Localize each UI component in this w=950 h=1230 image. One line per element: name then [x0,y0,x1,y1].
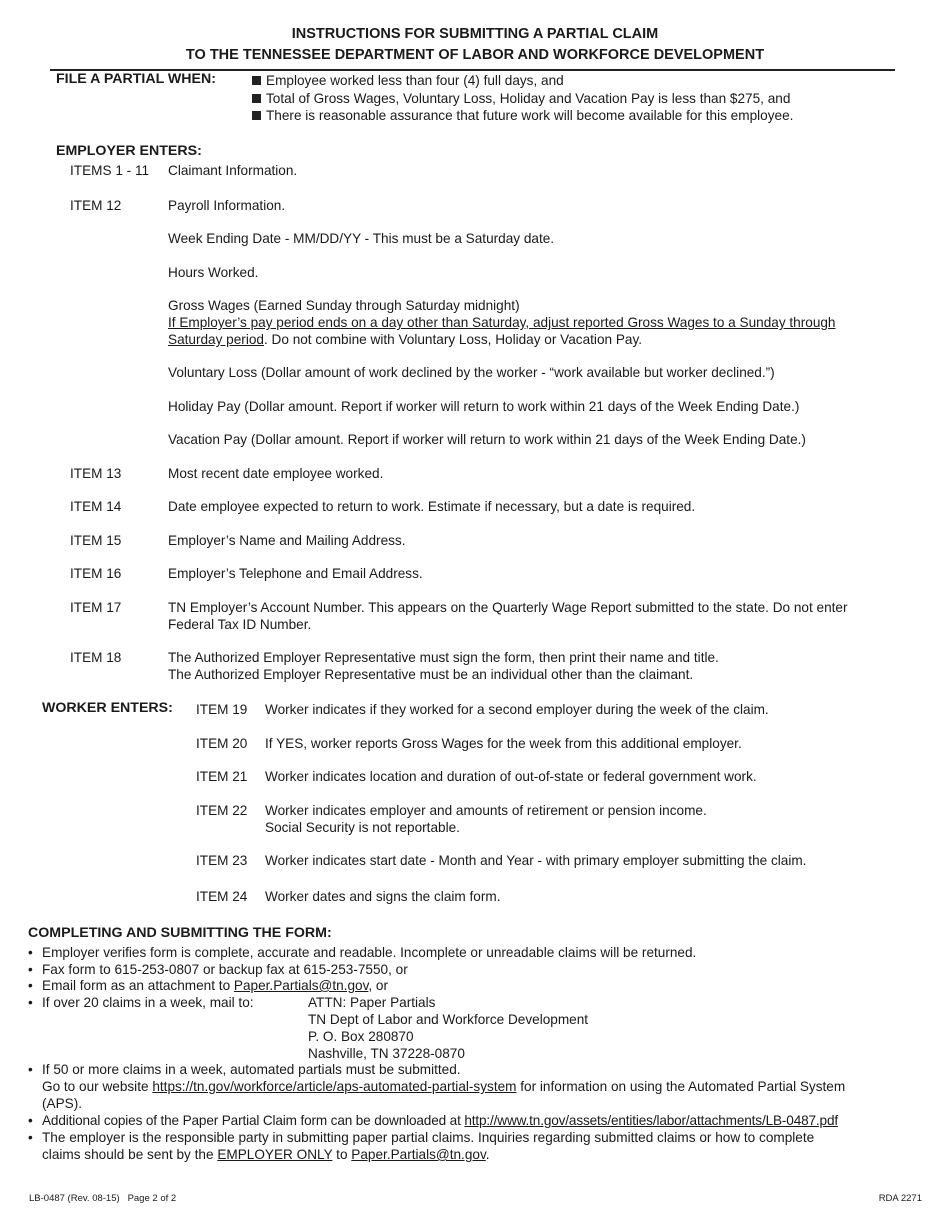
bullet-dot-icon: • [28,978,33,993]
item-15-text: Employer’s Name and Mailing Address. [168,533,406,548]
email-link[interactable]: Paper.Partials@tn.gov [233,978,369,993]
square-bullet-icon [252,76,261,85]
form-id-footer: LB-0487 (Rev. 08-15) Page 2 of 2 [29,1193,177,1204]
item-19-label: ITEM 19 [196,702,248,717]
file-partial-bullet-3: There is reasonable assurance that future work will become available for this employee. [252,107,793,124]
item-12-vacation-pay: Vacation Pay (Dollar amount. Report if worker will return to work within 21 days of the Week Ending Date.) [168,432,806,447]
item-13-label: ITEM 13 [70,466,122,481]
item-15-label: ITEM 15 [70,533,122,548]
bullet-dot-icon: • [28,945,33,960]
square-bullet-icon [252,111,261,120]
form-download-link[interactable]: http://www.tn.gov/assets/entities/labor/attachments/LB-0487.pdf [464,1113,838,1128]
bullet-dot-icon: • [28,1113,33,1128]
file-partial-heading: FILE A PARTIAL WHEN: [56,71,216,87]
item-14-text: Date employee expected to return to work. Estimate if necessary, but a date is required. [168,499,696,514]
file-partial-bullet-2: Total of Gross Wages, Voluntary Loss, Holiday and Vacation Pay is less than $275, and [252,90,790,107]
address-line: Nashville, TN 37228-0870 [308,1046,465,1061]
employer-enters-heading: EMPLOYER ENTERS: [56,143,202,159]
item-22-label: ITEM 22 [196,803,248,818]
item-14-label: ITEM 14 [70,499,122,514]
item-17-label: ITEM 17 [70,600,122,615]
items-1-11-text: Claimant Information. [168,163,298,178]
page-title-line-1: INSTRUCTIONS FOR SUBMITTING A PARTIAL CLAIM [291,26,659,42]
item-21-label: ITEM 21 [196,769,248,784]
bullet-dot-icon: • [28,995,33,1010]
item-12-week-ending: Week Ending Date - MM/DD/YY - This must be a Saturday date. [168,231,555,246]
item-12-voluntary-loss: Voluntary Loss (Dollar amount of work declined by the worker - “work available but worker declined.”) [168,365,775,380]
item-17-text: TN Employer’s Account Number. This appears on the Quarterly Wage Report submitted to the state. Do not enter Federal Tax ID Number. [168,600,848,632]
item-12-holiday-pay: Holiday Pay (Dollar amount. Report if worker will return to work within 21 days of the Week Ending Date.) [168,399,800,414]
item-12-label: ITEM 12 [70,198,122,213]
worker-enters-heading: WORKER ENTERS: [42,700,173,716]
page-title-line-2: TO THE TENNESSEE DEPARTMENT OF LABOR AND WORKFORCE DEVELOPMENT [185,47,765,63]
item-20-label: ITEM 20 [196,736,248,751]
rda-footer: RDA 2271 [878,1193,922,1204]
bullet-dot-icon: • [28,962,33,977]
bullet-dot-icon: • [28,1130,33,1145]
item-12-payroll: Payroll Information. [168,198,286,213]
file-partial-bullet-1: Employee worked less than four (4) full days, and [252,72,564,89]
item-19-text: Worker indicates if they worked for a second employer during the week of the claim. [265,702,769,717]
items-1-11-label: ITEMS 1 - 11 [70,163,150,178]
item-18-label: ITEM 18 [70,650,122,665]
item-23-label: ITEM 23 [196,853,248,868]
item-21-text: Worker indicates location and duration of out-of-state or federal government work. [265,769,757,784]
item-23-text: Worker indicates start date - Month and Year - with primary employer submitting the claim. [265,853,807,868]
item-20-text: If YES, worker reports Gross Wages for the week from this additional employer. [265,736,742,751]
address-line: P. O. Box 280870 [308,1029,414,1044]
item-12-gross-wages: Gross Wages (Earned Sunday through Saturday midnight) [168,298,520,313]
mailing-address [308,994,588,1062]
item-12-gross-note: If Employer’s pay period ends on a day other than Saturday, adjust reported Gross Wages to a Sunday through Saturday period. Do not combine with Voluntary Loss, Holiday or Vacation Pay. [168,315,836,347]
item-24-label: ITEM 24 [196,889,248,904]
item-24-text: Worker dates and signs the claim form. [265,889,501,904]
address-line: ATTN: Paper Partials [308,995,436,1010]
item-22-text: Worker indicates employer and amounts of retirement or pension income. Social Security is not reportable. [265,803,707,835]
item-13-text: Most recent date employee worked. [168,466,384,481]
aps-website-link[interactable]: https://tn.gov/workforce/article/aps-automated-partial-system [152,1079,517,1094]
item-12-hours: Hours Worked. [168,265,259,280]
address-line: TN Dept of Labor and Workforce Development [308,1012,589,1027]
item-16-text: Employer’s Telephone and Email Address. [168,566,423,581]
bullet-dot-icon: • [28,1062,33,1077]
submitting-heading: COMPLETING AND SUBMITTING THE FORM: [28,925,332,941]
square-bullet-icon [252,94,261,103]
item-18-text: The Authorized Employer Representative must sign the form, then print their name and title. The Authorized Employer Representative must be an individual other than the claimant. [168,650,719,682]
email-link[interactable]: Paper.Partials@tn.gov [351,1147,486,1162]
item-16-label: ITEM 16 [70,566,122,581]
